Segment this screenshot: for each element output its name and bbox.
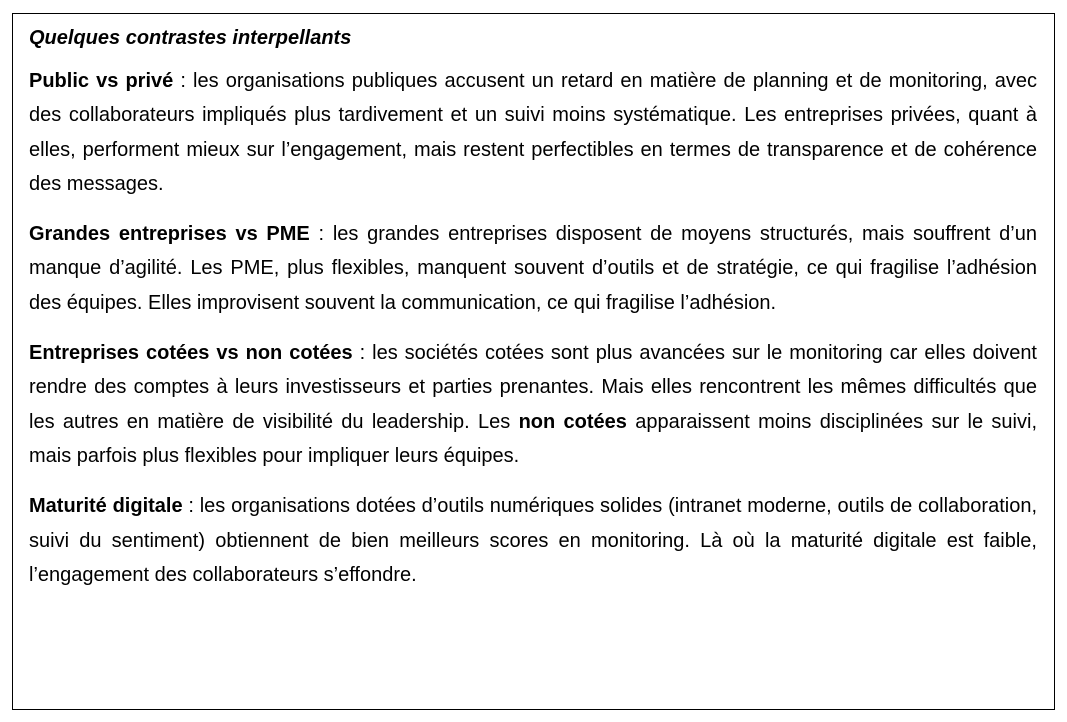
paragraph-text: : les grandes entreprises disposent de moyens structurés, mais souffrent d’un manque d’agilité. Les PME, plus flexibles, manquent souvent d’outils et de stratégie, ce qui fragilise l’adhésion des équipes. Elles improvisent souvent la communication, ce qui fragilise l’adhésion. — [29, 223, 1037, 314]
paragraph-public-vs-prive — [29, 64, 1037, 201]
emphasis-non-cotees: non cotées — [518, 410, 627, 433]
paragraph-text: : les organisations publiques accusent un retard en matière de planning et de monitoring, avec des collaborateurs impliqués plus tardivement et un suivi moins systématique. Les entreprises privées, quant à elles, performent mieux sur l’engagement, mais restent perfectibles en termes de transparence et de cohérence des messages. — [29, 70, 1037, 195]
paragraph-text: : les sociétés cotées sont plus avancées sur le monitoring car elles doivent rendre des comptes à leurs investisseurs et parties prenantes. Mais elles rencontrent les mêmes difficultés que les autres en matière de visibilité du leadership. Les — [29, 342, 1037, 433]
paragraph-label: Maturité digitale — [29, 495, 183, 518]
paragraph-label: Entreprises cotées vs non cotées — [29, 342, 353, 365]
text-box — [12, 13, 1055, 710]
paragraph-maturite-digitale — [29, 489, 1037, 592]
paragraph-cotees-vs-non-cotees — [29, 336, 1037, 473]
paragraph-label: Public vs privé — [29, 70, 174, 92]
box-heading: Quelques contrastes interpellants — [29, 27, 352, 49]
paragraph-label: Grandes entreprises vs PME — [29, 223, 310, 246]
paragraph-text: : les organisations dotées d’outils numériques solides (intranet moderne, outils de collaboration, suivi du sentiment) obtiennent de bien meilleurs scores en monitoring. Là où la maturité digitale est faible, l’engagement des collaborateurs s’effondre. — [29, 495, 1037, 586]
paragraph-text: apparaissent moins disciplinées sur le suivi, mais parfois plus flexibles pour impliquer leurs équipes. — [29, 410, 1037, 467]
paragraph-grandes-entreprises-vs-pme — [29, 217, 1037, 320]
